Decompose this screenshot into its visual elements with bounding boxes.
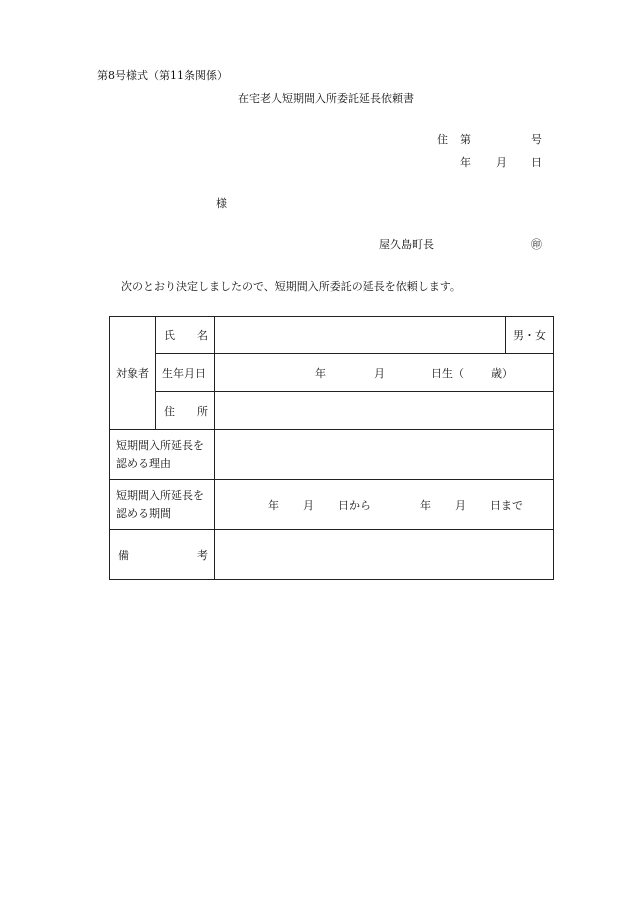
period-label-2: 認める期間	[116, 506, 171, 520]
seal-mark: ㊞	[531, 238, 542, 251]
reason-row	[110, 430, 554, 480]
doc-number-go: 号	[531, 133, 542, 146]
doc-date-year: 年	[460, 156, 471, 169]
reason-field[interactable]	[215, 430, 554, 480]
address-label	[156, 392, 215, 430]
remarks-label	[110, 530, 215, 580]
address-label-1: 住	[164, 404, 175, 418]
name-row	[110, 317, 554, 354]
remarks-field[interactable]	[215, 530, 554, 580]
period-field[interactable]	[215, 480, 554, 530]
period-label	[110, 480, 215, 530]
request-form-table	[109, 316, 554, 580]
remarks-row	[110, 530, 554, 580]
name-label-1: 氏	[164, 329, 175, 342]
remarks-label-2: 考	[197, 548, 208, 562]
period-label-1: 短期間入所延長を	[116, 488, 204, 502]
subject-label: 対象者	[110, 317, 156, 430]
birthdate-label: 生年月日	[156, 354, 215, 392]
name-field[interactable]	[215, 317, 506, 354]
addressee-suffix: 様	[216, 197, 227, 210]
name-label-2: 名	[197, 329, 208, 342]
form-number: 第8号様式（第11条関係）	[97, 69, 228, 82]
doc-date-day: 日	[531, 156, 542, 169]
remarks-label-1: 備	[118, 548, 129, 562]
name-label	[156, 317, 215, 354]
period-to-day: 日まで	[490, 498, 523, 512]
period-to-year: 年	[420, 498, 431, 512]
period-to-month: 月	[455, 498, 466, 512]
period-from-month: 月	[303, 498, 314, 512]
birthdate-field[interactable]	[215, 354, 554, 392]
reason-label-2: 認める理由	[116, 456, 171, 470]
document-title: 在宅老人短期間入所委託延長依頼書	[238, 92, 414, 105]
sender-title: 屋久島町長	[379, 238, 434, 251]
address-label-2: 所	[197, 404, 208, 418]
period-from-day: 日から	[338, 498, 371, 512]
reason-label	[110, 430, 215, 480]
doc-number-prefix: 住	[437, 133, 448, 146]
intro-text: 次のとおり決定しましたので、短期間入所委託の延長を依頼します。	[121, 280, 461, 293]
birth-year: 年	[315, 366, 326, 380]
period-row	[110, 480, 554, 530]
address-field[interactable]	[215, 392, 554, 430]
doc-number-dai: 第	[460, 133, 471, 146]
doc-date-month: 月	[496, 156, 507, 169]
gender-select[interactable]: 男・女	[506, 317, 554, 354]
birth-age: 歳）	[491, 366, 513, 380]
birth-month: 月	[374, 366, 385, 380]
birthdate-row	[110, 354, 554, 392]
birth-day: 日生（	[431, 366, 464, 380]
period-from-year: 年	[268, 498, 279, 512]
address-row	[110, 392, 554, 430]
reason-label-1: 短期間入所延長を	[116, 438, 204, 452]
